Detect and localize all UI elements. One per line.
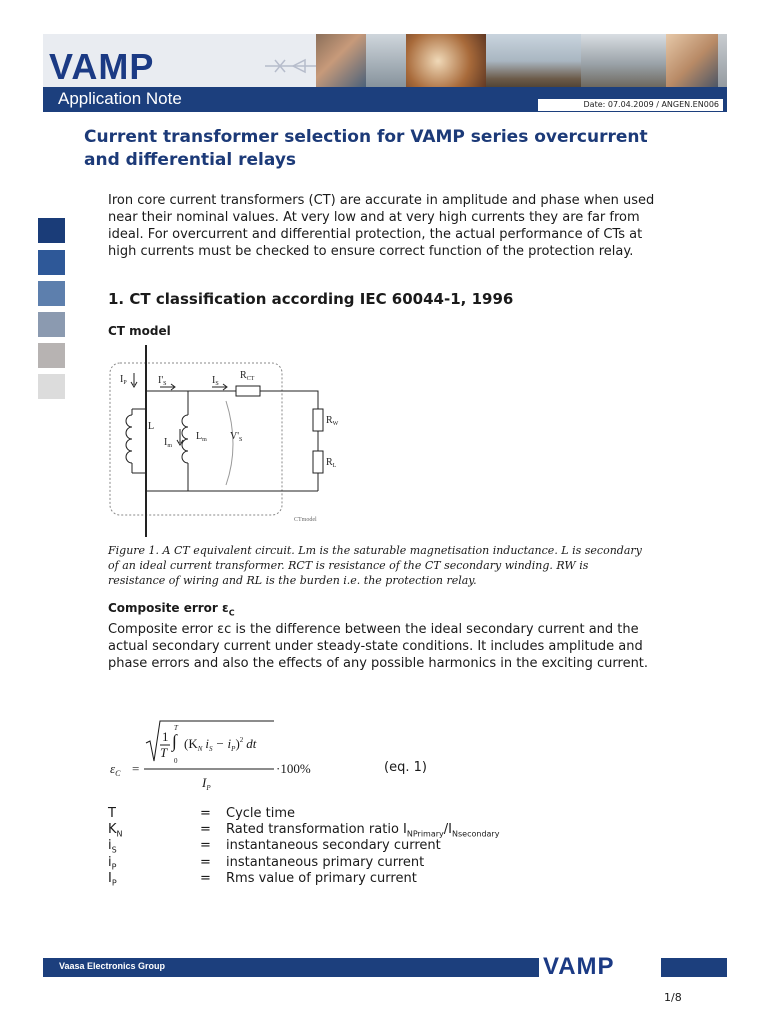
side-square-6 [38,374,65,399]
side-square-3 [38,281,65,306]
equation-label: (eq. 1) [384,760,427,775]
engineer-photo [406,34,486,94]
svg-text:T: T [174,724,178,732]
ip-label: $I_P$ [120,374,127,386]
footer-group-name: Vaasa Electronics Group [59,961,166,971]
svg-text:1: 1 [162,729,169,744]
industrial-plant-photo [581,34,666,94]
lm-inductor [182,415,188,463]
document-footer [43,953,727,980]
lm-label: $L_m$ [196,431,207,443]
svg-text:T: T [160,745,168,760]
ct-model-heading: CT model [108,324,171,338]
intro-paragraph: Iron core current transformers (CT) are accurate in amplitude and phase when used near their nominal values. At very low and at very high currents they are far from ideal. For overcurrent and differential protection, the actual performance of CTs at high currents must be checked to ensure correct function of the protection relay. [108,193,655,259]
title-line-2: and differential relays [84,150,297,170]
l-label: L [148,421,155,432]
workers-photo [316,34,366,94]
rw-resistor [313,409,323,431]
is-label: $I_S$ [212,375,219,387]
control-panel-photo [366,34,406,94]
svg-text:IP: $I_P$ [202,775,211,792]
vamp-logo: VAMP [49,46,155,87]
im-label: $I_m$ [164,437,173,449]
side-square-1 [38,218,65,243]
side-square-5 [38,343,65,368]
technician-photo [666,34,718,94]
rl-label: $R_L$ [326,457,337,469]
page-number: 1/8 [664,991,682,1004]
title-line-1: Current transformer selection for VAMP series overcurrent [84,127,648,147]
vs-label: $V'_S$ [230,431,243,443]
date-reference: Date: 07.04.2009 / ANGEN.EN006 [538,99,723,111]
composite-error-heading: Composite error $\varepsilon_C$ [108,601,235,618]
document-header [43,34,727,112]
composite-error-text: Composite error εc is the difference between the ideal secondary current and the actual secondary current under steady-state conditions. It includes amplitude and phase errors and also the effects of any possible harmonics in the exciting current. [108,622,649,671]
document-title [84,126,684,172]
svg-text:∫: ∫ [172,731,177,751]
application-note-title: Application Note [58,89,182,108]
model-tag: CTmodel [294,517,317,523]
svg-text:=: = [132,761,140,776]
footer-vamp-logo: VAMP [543,953,615,980]
composite-error-equation [108,717,338,797]
side-square-2 [38,250,65,275]
l-inductor [126,415,132,463]
rct-label: $R_{CT}$ [240,370,255,382]
rct-resistor [236,386,260,396]
ct-equivalent-circuit-diagram [108,345,348,537]
rw-label: $R_W$ [326,415,339,427]
svg-text:εC: $\varepsilon_C$ [110,761,121,778]
svg-text:·100%: ·100% [276,761,311,776]
svg-text:(KNiS− iP)2dt: ($K_N$ $i_S - i_P)^2$ dt [184,736,257,753]
svg-text:0: 0 [174,757,178,765]
equipment-photo [718,34,727,94]
rl-resistor [313,451,323,473]
vs-arrow [226,401,233,485]
is-prime-label: $I'_S$ [158,375,167,387]
substation-photo [486,34,581,94]
section-heading: 1. CT classification according IEC 60044-1, 1996 [108,290,514,308]
figure-caption: Figure 1. A CT equivalent circuit. Lm is the saturable magnetisation inductance. L is secondary of an ideal current transformer. RCT is resistance of the CT secondary winding. RW is resistance of wiring and RL is the burden i.e. the protection relay. [108,544,642,587]
application-note-bar [43,87,727,112]
side-square-4 [38,312,65,337]
